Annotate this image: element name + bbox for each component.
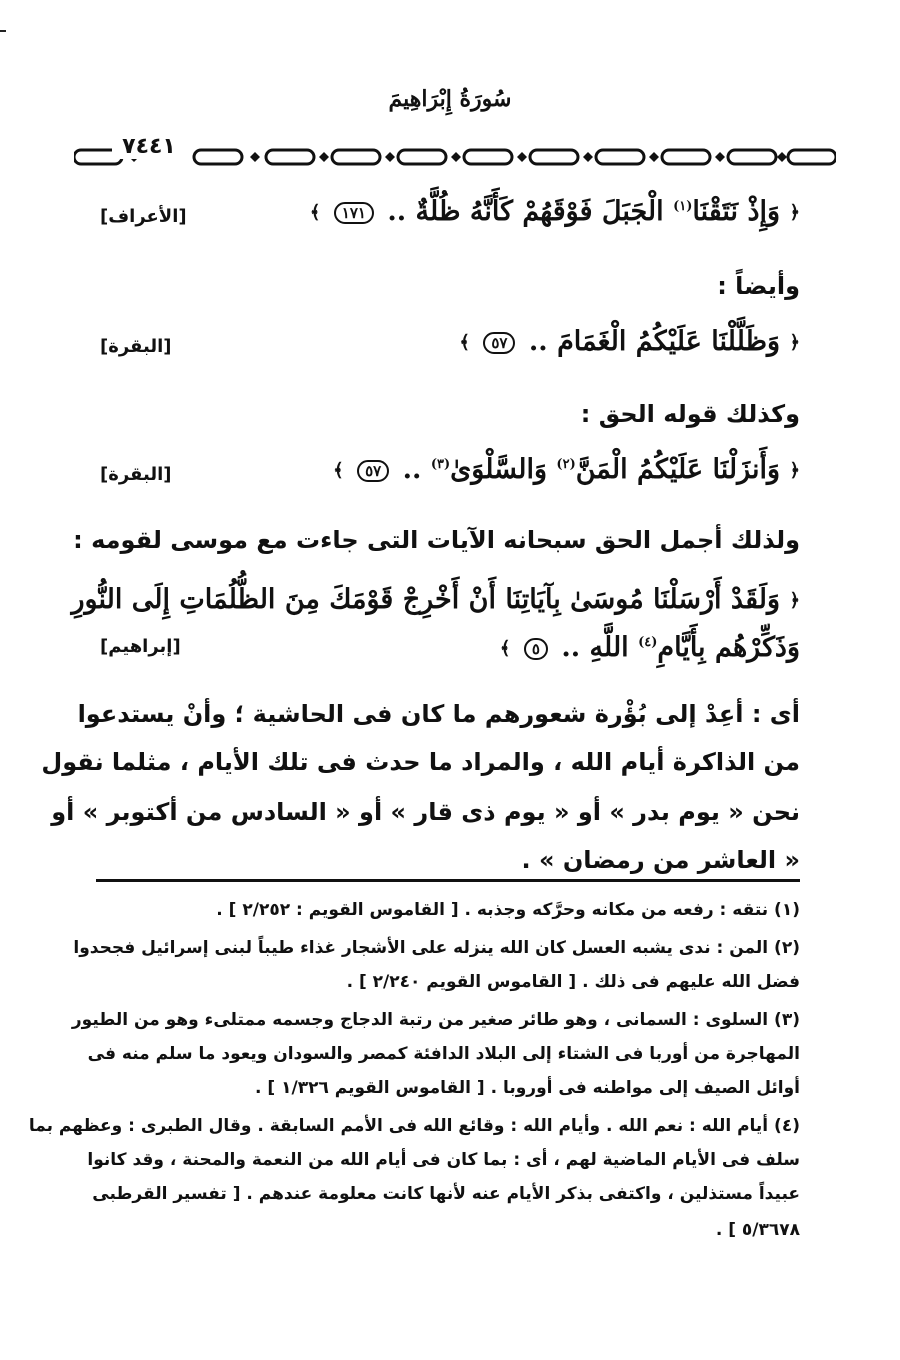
- footnote-marker: (٤): [638, 635, 658, 650]
- ornate-bracket-close-icon: ﴾: [499, 638, 511, 659]
- footnote-4-cont: سلف فى الأيام الماضية لهم ، أى : بما كان فى أيام الله من النعمة والمحنة ، وقد كانوا: [87, 1150, 800, 1170]
- ornate-bracket-close-icon: ﴾: [309, 202, 321, 223]
- ornate-bracket-open-icon: ﴿: [789, 202, 800, 223]
- footnote-2: (٢) المن : ندى يشبه العسل كان الله ينزله على الأشجار غذاء طيباً لبنى إسرائيل فجحدوا: [73, 938, 800, 958]
- verse-ibrahim-line2: وَذَكِّرْهُم بِأَيَّامِ$^{(٤)}$ اللَّهِ .. ٥ ﴾: [499, 632, 800, 663]
- ayah-number: ١٧١: [334, 202, 374, 224]
- prose-line: وكذلك قوله الحق :: [580, 400, 800, 428]
- sura-reference: [الأعراف]: [100, 206, 187, 227]
- ornate-bracket-open-icon: ﴿: [789, 590, 800, 611]
- footnote-2-cont: فضل الله عليهم فى ذلك . [ القاموس القويم ٢/٢٤٠ ] .: [346, 972, 800, 992]
- footnote-marker: (٢): [556, 457, 576, 472]
- footnote-4-cont: ٥/٣٦٧٨ ] .: [715, 1220, 800, 1240]
- verse-baqara-1: ﴿ وَظَلَّلْنَا عَلَيْكُمُ الْغَمَامَ .. ٥٧ ﴾: [459, 326, 800, 357]
- margin-mark: [0, 30, 6, 32]
- ornate-bracket-close-icon: ﴾: [333, 460, 344, 481]
- ayah-number: ٥: [524, 638, 548, 660]
- ornate-bracket-close-icon: ﴾: [459, 332, 470, 353]
- sura-reference: [البقرة]: [100, 336, 172, 357]
- footnote-1: (١) نتقه : رفعه من مكانه وحرَّكه وجذبه . [ القاموس القويم : ٢/٢٥٢ ] .: [216, 900, 800, 920]
- footnote-divider: [96, 879, 800, 882]
- paragraph-line: من الذاكرة أيام الله ، والمراد ما حدث فى تلك الأيام ، مثلما نقول: [41, 748, 800, 776]
- paragraph-line: « العاشر من رمضان » .: [521, 846, 800, 874]
- sura-reference: [إبراهيم]: [100, 636, 181, 657]
- verse-araf: ﴿ وَإِذْ نَتَقْنَا$^{(١)}$ الْجَبَلَ فَوْقَهُمْ كَأَنَّهُ ظُلَّةٌ .. ١٧١ ﴾: [309, 196, 800, 227]
- ornate-bracket-open-icon: ﴿: [789, 332, 800, 353]
- prose-line: وأيضاً :: [717, 272, 800, 300]
- footnote-3-cont: أوائل الصيف إلى مواطنه فى أوروبا . [ القاموس القويم ١/٣٢٦ ] .: [255, 1078, 800, 1098]
- ornamental-border: [74, 140, 836, 174]
- sura-title: سُورَةُ إِبْرَاهِيمَ: [388, 86, 512, 112]
- footnote-4: (٤) أيام الله : نعم الله . وأيام الله : وقائع الله فى الأمم السابقة . وقال الطبرى : وعظهم بما: [28, 1116, 800, 1136]
- ayah-number: ٥٧: [357, 460, 389, 482]
- prose-line: ولذلك أجمل الحق سبحانه الآيات التى جاءت مع موسى لقومه :: [73, 526, 800, 554]
- page-number: ٧٤٤١: [112, 134, 186, 159]
- sura-reference: [البقرة]: [100, 464, 172, 485]
- paragraph-line: نحن « يوم بدر » أو « يوم ذى قار » أو « السادس من أكتوبر » أو: [51, 798, 800, 826]
- footnote-4-cont: عبيداً مستذلين ، واكتفى بذكر الأيام عنه لأنها كانت معلومة عندهم . [ تفسير القرطبى: [92, 1184, 800, 1204]
- footnote-marker: (١): [673, 199, 693, 214]
- footnote-marker: (٣): [430, 457, 451, 472]
- ornate-bracket-open-icon: ﴿: [789, 460, 800, 481]
- ayah-number: ٥٧: [483, 332, 515, 354]
- verse-ibrahim-line1: ﴿ وَلَقَدْ أَرْسَلْنَا مُوسَىٰ بِآيَاتِنَا أَنْ أَخْرِجْ قَوْمَكَ مِنَ الظُّلُمَاتِ إِلَى النُّورِ: [71, 584, 800, 615]
- verse-baqara-2: ﴿ وَأَنزَلْنَا عَلَيْكُمُ الْمَنَّ$^{(٢)}$ وَالسَّلْوَىٰ$^{(٣)}$ .. ٥٧ ﴾: [333, 454, 800, 485]
- footnote-3-cont: المهاجرة من أوربا فى الشتاء إلى البلاد الدافئة كمصر والسودان ويعود ما سلم منه فى: [87, 1044, 800, 1064]
- footnote-3: (٣) السلوى : السمانى ، وهو طائر صغير من رتبة الدجاج وجسمه ممتلىء وهو من الطيور: [71, 1010, 800, 1030]
- paragraph-line: أى : أعِدْ إلى بُؤْرة شعورهم ما كان فى الحاشية ؛ وأنْ يستدعوا: [77, 700, 800, 728]
